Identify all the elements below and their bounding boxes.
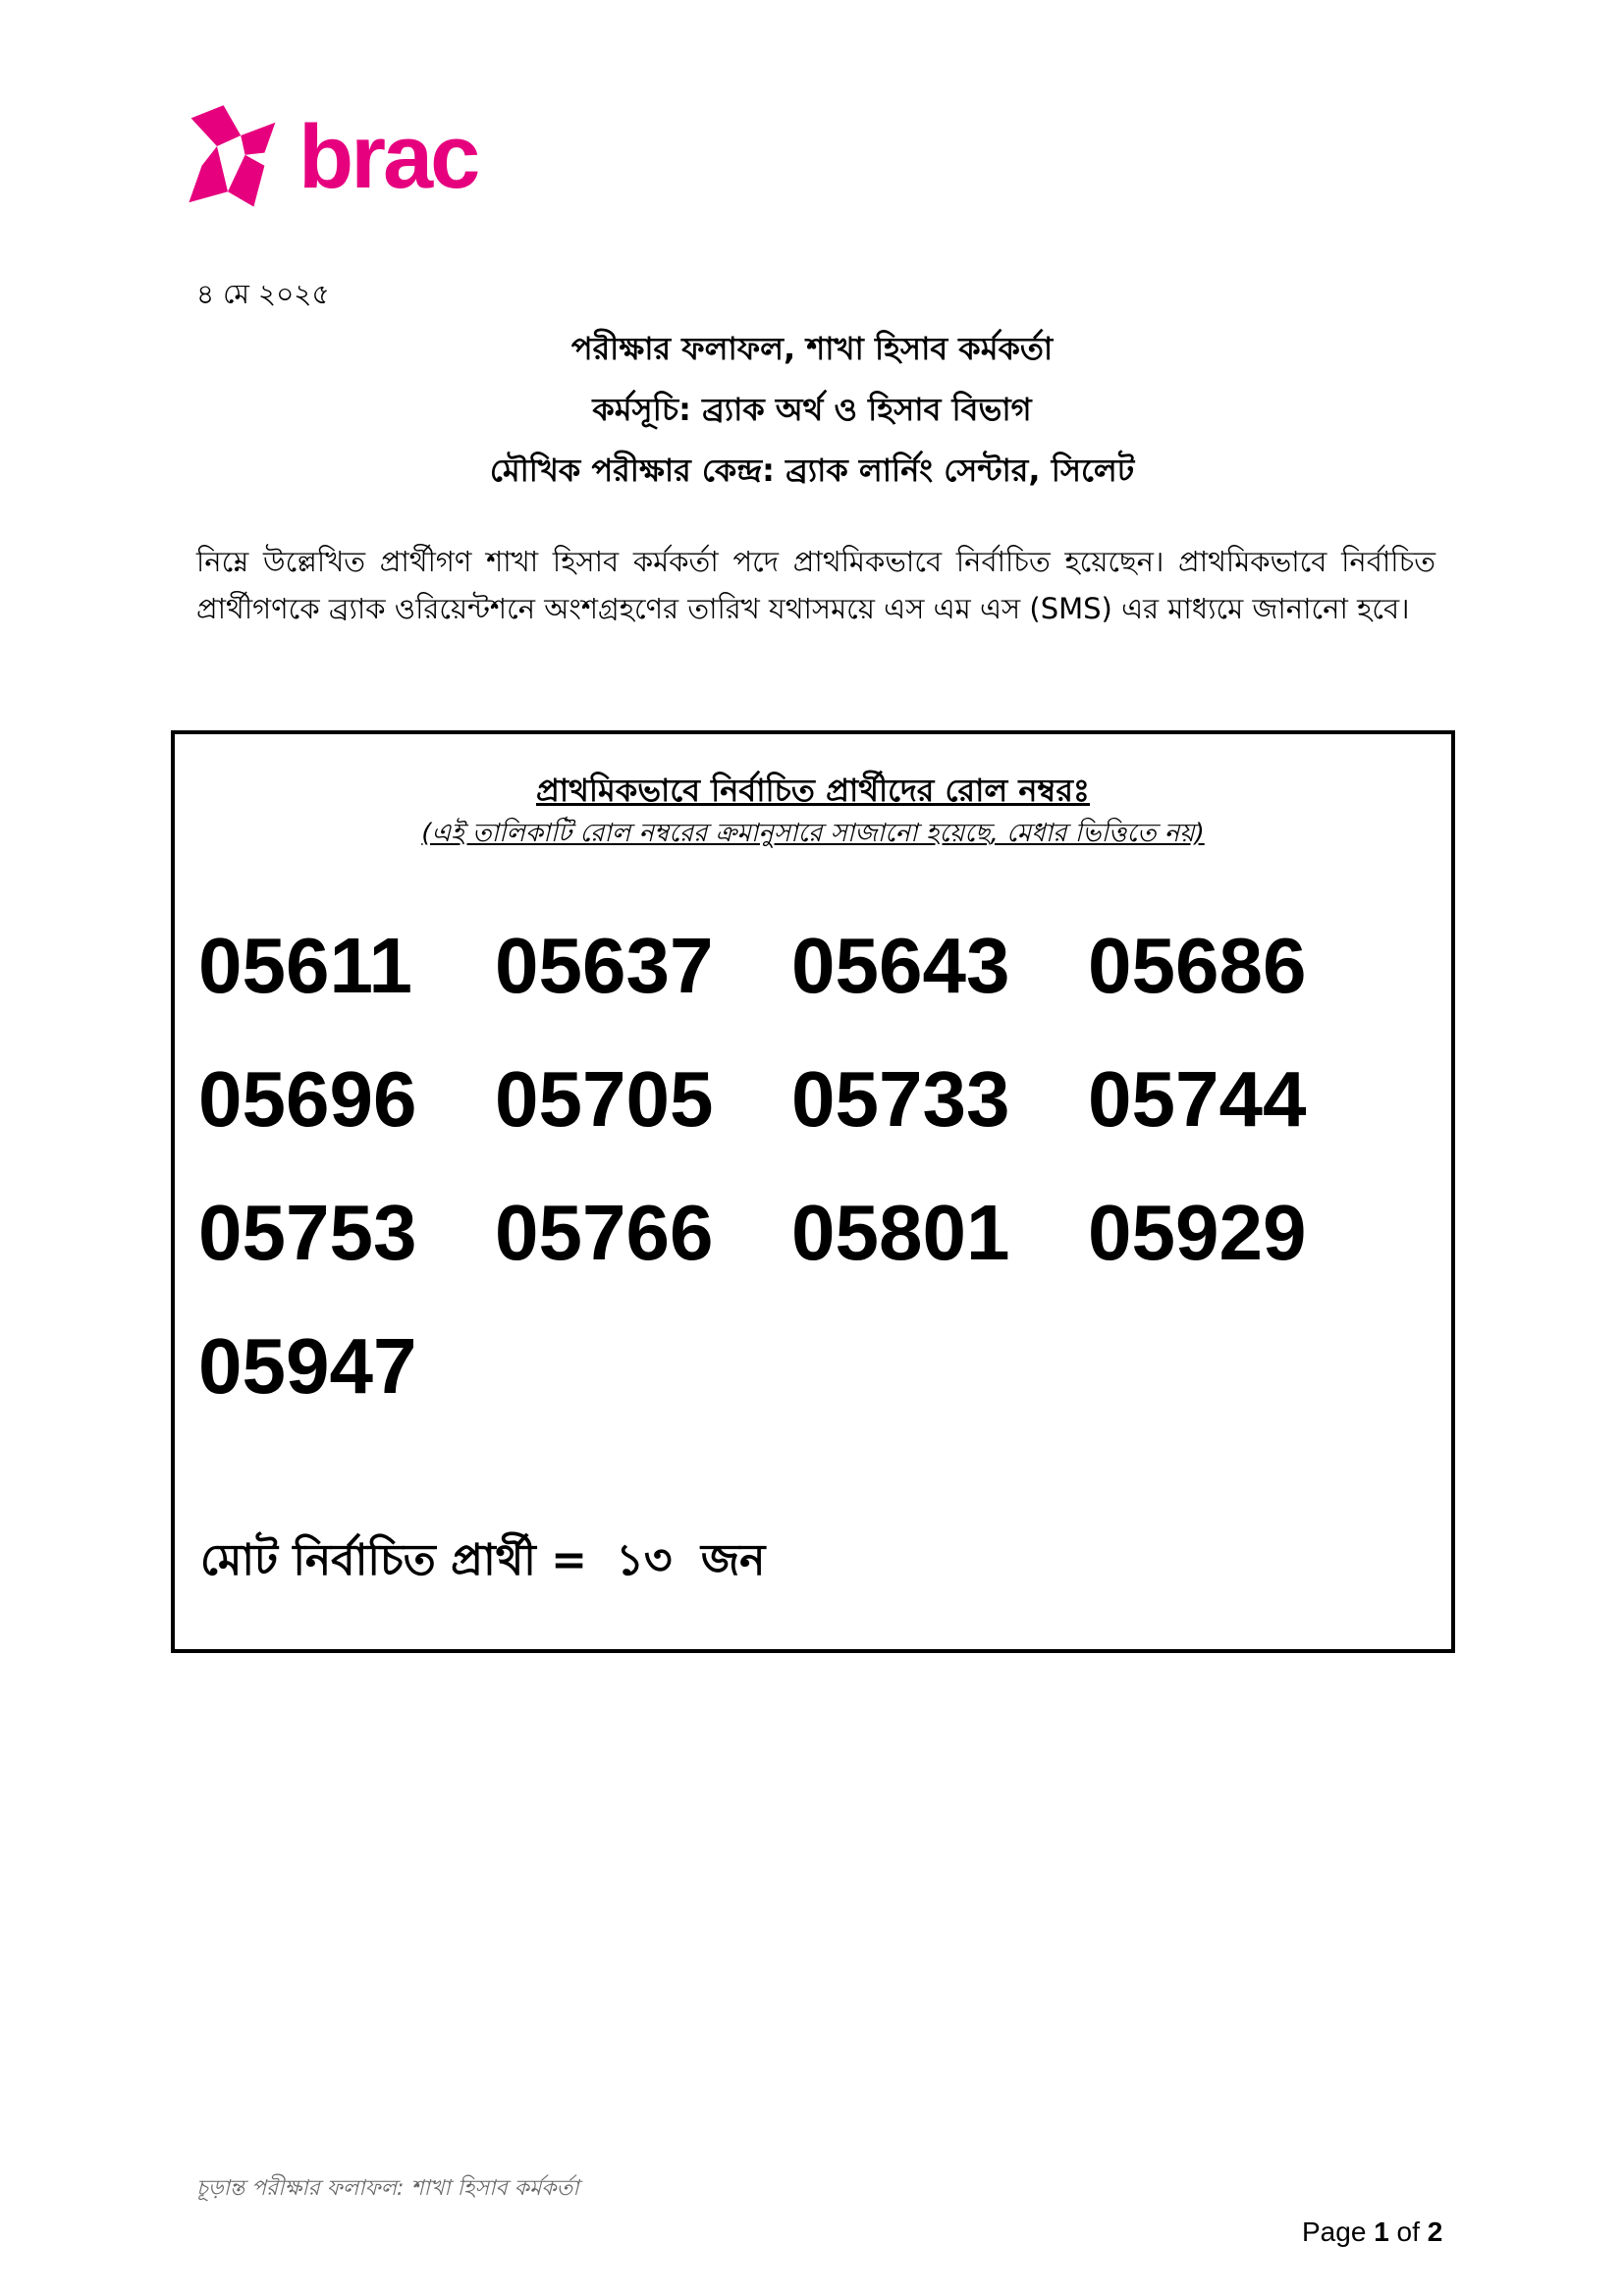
heading-exam-result: পরীক্ষার ফলাফল, শাখা হিসাব কর্মকর্তা — [570, 330, 1054, 367]
brac-wordmark: brac — [298, 107, 478, 207]
total-count: ১৩ — [616, 1535, 673, 1585]
box-note: (এই তালিকাটি রোল নম্বরের ক্রমানুসারে সাজানো হয়েছে, মেধার ভিত্তিতে নয়) — [421, 819, 1205, 848]
intro-paragraph: নিম্নে উল্লেখিত প্রার্থীগণ শাখা হিসাব কর্মকর্তা পদে প্রাথমিকভাবে নির্বাচিত হয়েছেন। প্রাথমিকভাবে নির্বাচিত প্রার্থীগণকে ব্র্যাক ওরিয়েন্টশনে অংশগ্রহণের তারিখ যথাসময়ে এস এম এস (SMS) এর মাধ্যমে জানানো হবে। — [196, 545, 1435, 625]
heading-viva-centre: মৌখিক পরীক্ষার কেন্দ্র: ব্র্যাক লার্নিং সেন্টার, সিলেট — [489, 452, 1135, 489]
roll-number: 05929 — [1088, 1189, 1307, 1276]
roll-number: 05753 — [198, 1189, 417, 1276]
footer-note: চূড়ান্ত পরীক্ষার ফলাফল: শাখা হিসাব কর্মকর্তা — [196, 2176, 579, 2201]
roll-number: 05611 — [198, 922, 413, 1009]
page-number — [1302, 2216, 1442, 2248]
roll-number: 05947 — [198, 1322, 417, 1410]
roll-number: 05686 — [1088, 922, 1307, 1009]
page-current: 1 — [1374, 2216, 1389, 2247]
roll-number: 05801 — [791, 1189, 1010, 1276]
roll-number: 05637 — [495, 922, 714, 1009]
roll-number: 05744 — [1088, 1055, 1307, 1143]
page-total: 2 — [1427, 2216, 1443, 2247]
total-unit: জন — [700, 1535, 766, 1585]
brac-logo-icon — [185, 103, 293, 211]
total-label: মোট নির্বাচিত প্রার্থী = — [200, 1535, 587, 1585]
roll-number: 05733 — [791, 1055, 1010, 1143]
heading-programme: কর্মসূচি: ব্র্যাক অর্থ ও হিসাব বিভাগ — [592, 391, 1032, 428]
brac-logo — [185, 102, 477, 212]
roll-number: 05766 — [495, 1189, 714, 1276]
page-word: Page — [1302, 2216, 1367, 2247]
roll-number: 05705 — [495, 1055, 714, 1143]
total-selected — [200, 1527, 779, 1599]
document-date: ৪ মে ২০২৫ — [196, 278, 330, 310]
page-of: of — [1396, 2216, 1420, 2247]
roll-number: 05696 — [198, 1055, 417, 1143]
box-title: প্রাথমিকভাবে নির্বাচিত প্রার্থীদের রোল নম্বরঃ — [536, 772, 1090, 809]
roll-number: 05643 — [791, 922, 1010, 1009]
selected-candidates-box — [171, 730, 1455, 1653]
